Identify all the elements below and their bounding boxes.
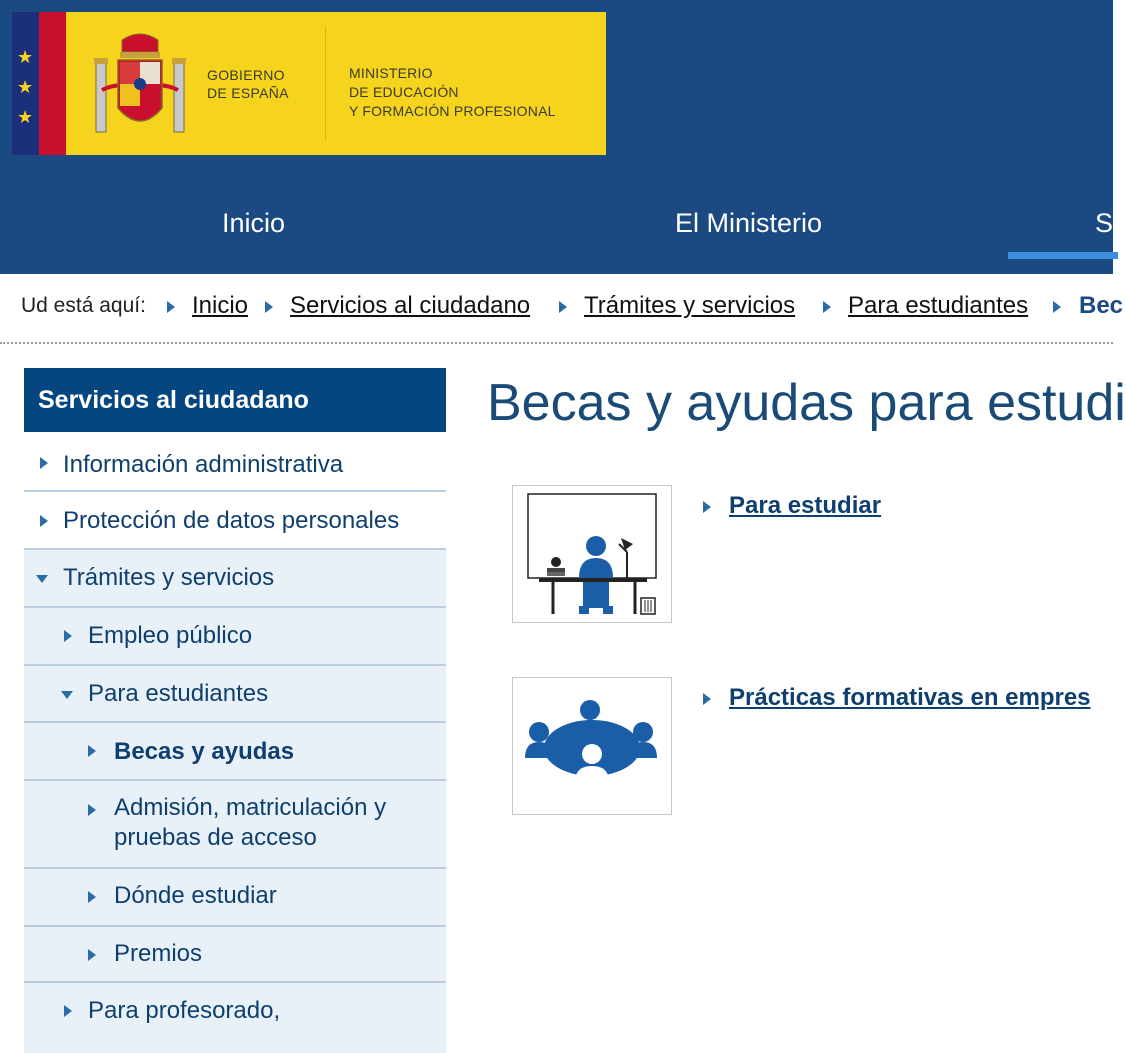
- sidebar-item-label: Trámites y servicios: [63, 564, 275, 591]
- star-icon: ★: [17, 107, 34, 127]
- triangle-right-icon: [88, 745, 96, 757]
- sidebar-item-becas[interactable]: [24, 723, 446, 781]
- breadcrumb-link-estudiantes[interactable]: Para estudiantes: [848, 292, 1029, 319]
- nav-item-inicio[interactable]: Inicio: [222, 208, 286, 238]
- logo-divider: [325, 26, 326, 141]
- group-meeting-icon[interactable]: [512, 677, 672, 815]
- breadcrumb-label: Ud está aquí:: [21, 294, 146, 317]
- sidebar-item-admision[interactable]: [24, 781, 446, 869]
- triangle-down-icon: [61, 691, 73, 699]
- sidebar-item-label: Para profesorado,: [88, 997, 281, 1024]
- coat-of-arms-icon: [92, 30, 188, 140]
- sidebar-item-proteccion[interactable]: [24, 492, 446, 550]
- gobierno-text: GOBIERNO DE ESPAÑA: [207, 67, 289, 101]
- arrow-right-icon: [703, 501, 711, 513]
- triangle-right-icon: [64, 630, 72, 642]
- ministerio-text: MINISTERIO DE EDUCACIÓN Y FORMACIÓN PROFESIONAL: [349, 65, 556, 119]
- nav-item-servicios[interactable]: S: [1095, 208, 1114, 238]
- arrow-right-icon: [559, 301, 567, 313]
- arrow-right-icon: [703, 693, 711, 705]
- triangle-right-icon: [88, 804, 96, 816]
- sidebar-item-profesorado[interactable]: [24, 983, 446, 1053]
- page-title: Becas y ayudas para estudi: [487, 374, 1126, 432]
- breadcrumb: [0, 280, 1124, 338]
- sidebar-item-label-line2: pruebas de acceso: [114, 824, 317, 851]
- sidebar-item-estudiantes[interactable]: [24, 666, 446, 723]
- sidebar-item-label: Premios: [114, 940, 203, 967]
- sidebar: [24, 368, 446, 1053]
- triangle-right-icon: [88, 949, 96, 961]
- sidebar-item-label: Dónde estudiar: [114, 882, 277, 909]
- sidebar-item-label: Becas y ayudas: [114, 738, 295, 765]
- sidebar-item-empleo[interactable]: [24, 608, 446, 666]
- link-para-estudiar[interactable]: Para estudiar: [729, 492, 882, 519]
- sidebar-item-donde-estudiar[interactable]: [24, 869, 446, 927]
- breadcrumb-divider: [0, 342, 1113, 344]
- sidebar-item-label: Empleo público: [88, 622, 253, 649]
- star-icon: ★: [17, 77, 34, 97]
- star-icon: ★: [17, 47, 34, 67]
- arrow-right-icon: [265, 301, 273, 313]
- triangle-right-icon: [40, 457, 48, 469]
- breadcrumb-link-inicio[interactable]: Inicio: [192, 292, 249, 319]
- spain-flag-stripe: [39, 12, 66, 155]
- breadcrumb-link-servicios[interactable]: Servicios al ciudadano: [290, 292, 531, 319]
- main-nav: [0, 188, 1113, 258]
- nav-active-indicator: [1008, 252, 1118, 259]
- sidebar-item-informacion[interactable]: [24, 432, 446, 492]
- sidebar-item-label: Para estudiantes: [88, 680, 269, 707]
- arrow-right-icon: [167, 301, 175, 313]
- site-header: [0, 0, 1113, 274]
- sidebar-item-label: Información administrativa: [63, 451, 344, 478]
- arrow-right-icon: [1053, 301, 1061, 313]
- breadcrumb-current: Bec: [1079, 292, 1124, 319]
- sidebar-item-premios[interactable]: [24, 927, 446, 983]
- sidebar-item-label: Protección de datos personales: [63, 507, 400, 534]
- sidebar-item-tramites[interactable]: [24, 550, 446, 608]
- sidebar-title: Servicios al ciudadano: [24, 368, 446, 432]
- sidebar-item-label: Admisión, matriculación y: [114, 794, 387, 821]
- triangle-down-icon: [36, 575, 48, 583]
- nav-item-el-ministerio[interactable]: El Ministerio: [675, 208, 823, 238]
- breadcrumb-link-tramites[interactable]: Trámites y servicios: [584, 292, 796, 319]
- arrow-right-icon: [823, 301, 831, 313]
- gobierno-espana-logo[interactable]: [12, 12, 606, 155]
- triangle-right-icon: [40, 515, 48, 527]
- triangle-right-icon: [88, 891, 96, 903]
- link-practicas-formativas[interactable]: Prácticas formativas en empres: [729, 684, 1091, 711]
- triangle-right-icon: [64, 1005, 72, 1017]
- student-desk-icon[interactable]: [512, 485, 672, 623]
